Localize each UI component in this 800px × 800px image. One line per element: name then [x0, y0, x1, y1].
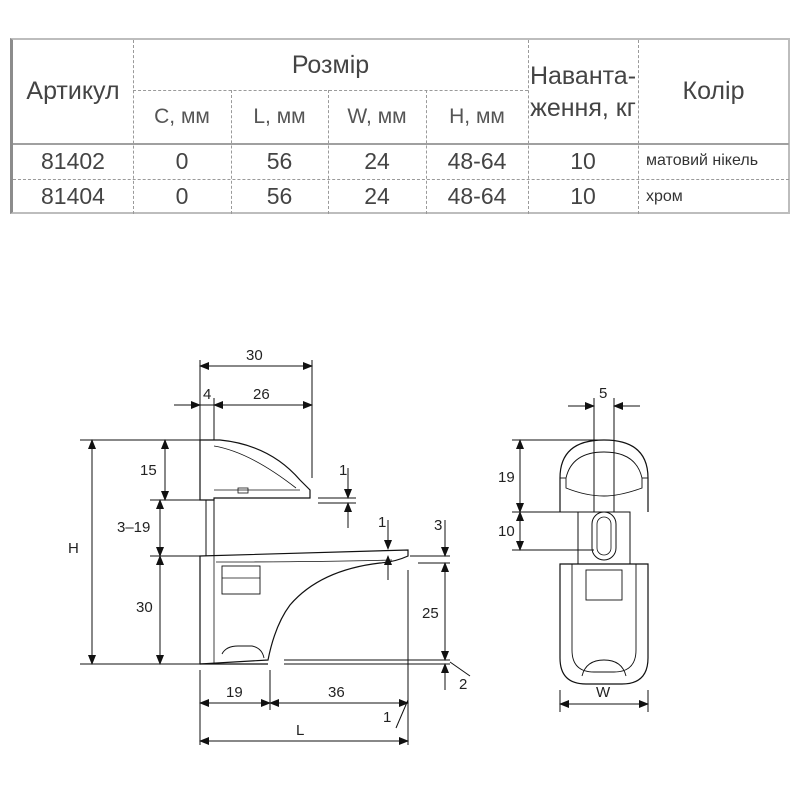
dim-range: 3–19 [117, 519, 151, 536]
row2-load: 10 [570, 183, 596, 209]
row1-c: 0 [175, 147, 189, 174]
dim-w5: 5 [599, 385, 608, 402]
dim-h30: 30 [136, 599, 153, 616]
row2-l: 56 [266, 183, 293, 209]
row2-h: 48-64 [447, 183, 507, 209]
row2-article: 81404 [41, 183, 105, 209]
stem [206, 500, 214, 556]
row2-w: 24 [364, 183, 390, 209]
dim-h25: 25 [422, 605, 439, 622]
front-slot-inner [597, 517, 611, 555]
row1-load: 10 [570, 147, 596, 174]
subheader-c: C, мм [154, 104, 210, 128]
dim-tip-1: 1 [383, 709, 392, 726]
dim-lip-1: 1 [378, 514, 387, 531]
header-load-line1: Наванта- [529, 61, 637, 90]
subheader-w: W, мм [347, 104, 407, 128]
row1-color: матовий нікель [646, 152, 759, 169]
row2-color: хром [646, 187, 683, 205]
dim-lip-3: 3 [434, 517, 443, 534]
dim-h15: 15 [140, 462, 157, 479]
side-view [200, 440, 408, 664]
subheader-h: H, мм [449, 104, 505, 128]
header-article: Артикул [26, 77, 120, 105]
dim-base-2: 2 [459, 676, 468, 693]
row1-l: 56 [266, 147, 293, 174]
dim-top-left: 4 [203, 386, 212, 403]
dim-H: H [68, 540, 79, 557]
dim-top-total: 30 [246, 347, 263, 364]
row1-w: 24 [364, 147, 390, 174]
front-view [560, 440, 648, 684]
front-cap [560, 440, 648, 512]
side-dimensions [80, 360, 470, 745]
dim-top-right: 26 [253, 386, 270, 403]
side-dimension-labels [68, 347, 467, 739]
dim-w19: 19 [226, 684, 243, 701]
dim-h10-front: 10 [498, 523, 515, 540]
header-load-line2: ження, кг [530, 93, 636, 122]
row2-c: 0 [175, 183, 189, 209]
dim-w36: 36 [328, 684, 345, 701]
header-color: Колір [682, 77, 745, 105]
top-arm-outline [200, 440, 310, 500]
front-body [560, 564, 648, 684]
header-size: Розмір [291, 50, 370, 79]
dim-W: W [596, 684, 611, 701]
front-stem [578, 512, 630, 564]
subheader-l: L, мм [253, 104, 306, 128]
dim-h19-front: 19 [498, 469, 515, 486]
row1-h: 48-64 [447, 147, 507, 174]
row1-article: 81402 [41, 147, 105, 174]
dim-gap-1: 1 [339, 462, 348, 479]
front-slot [592, 512, 616, 560]
dim-L: L [296, 722, 305, 739]
